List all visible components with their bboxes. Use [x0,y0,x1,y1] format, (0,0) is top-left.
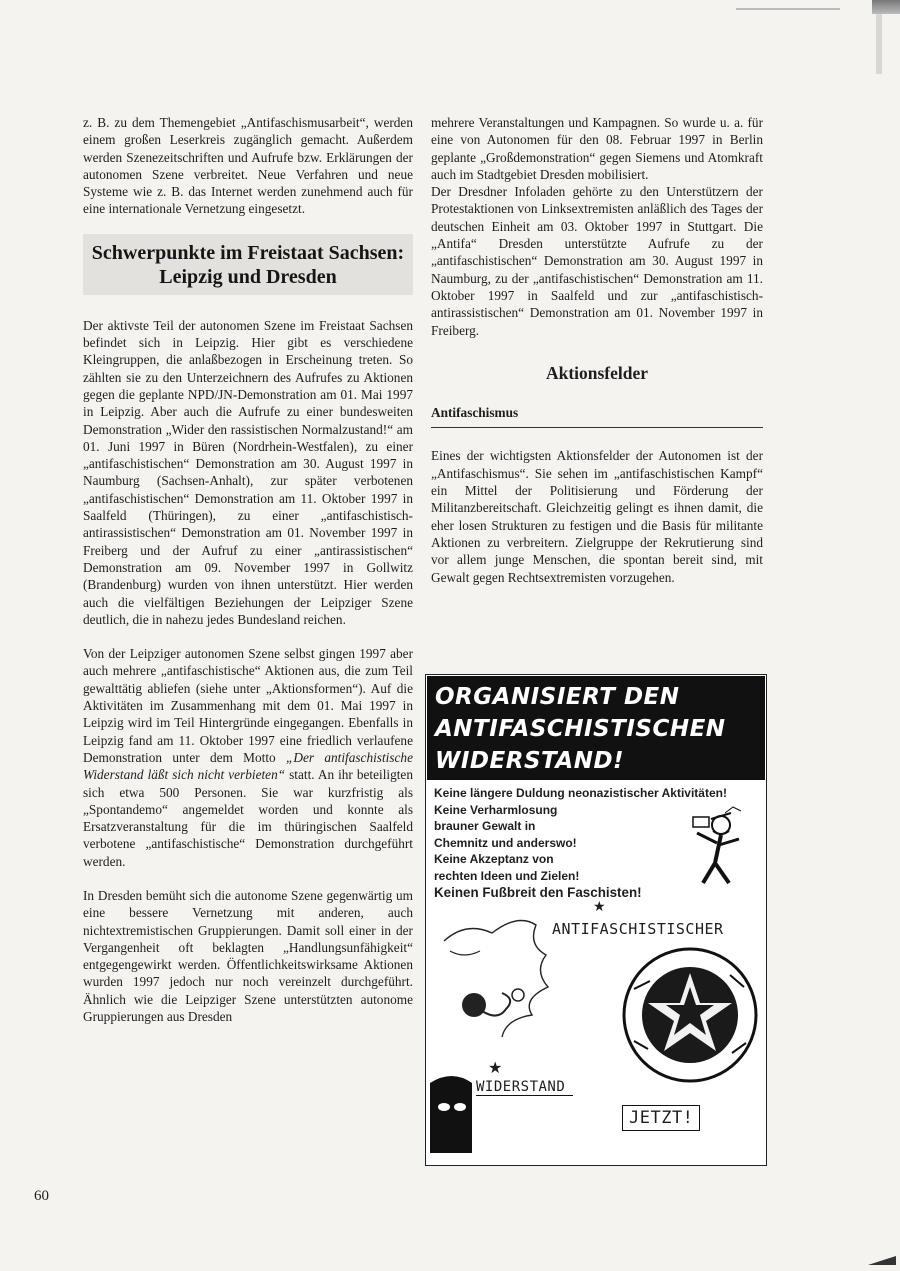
paragraph: Der aktivste Teil der autonomen Szene im Freistaat Sachsen befindet sich in Leipzig. Hier gibt es verschiedene Kleingruppen, die anlaßbezogen in Erscheinung treten. So zählten sie zu den Unterzeichnern des Aufrufes zu Aktionen gegen die geplante NPD/JN-Demonstration am 01. Mai 1997 in Leipzig. Aber auch die Aufrufe zu einer bundesweiten Demonstration „Wider den rassistischen Normalzustand!“ am 01. Juni 1997 in Büren (Nordrhein-Westfalen), zu einer „antifaschistischen“ Demonstration am 30. August 1997 in Naumburg (Sachsen-Anhalt), zur später verbotenen „antifaschistischen“ Demonstration am 11. Oktober 1997 in Saalfeld (Thüringen), zu einer „antifaschistisch-antirassistischen“ Demonstration am 01. November 1997 in Freiberg und der Aufruf zu einer „antirassistischen“ Demonstration am 09. November 1997 in Gollwitz (Brandenburg) wurden von ihnen unterstützt. Hier werden auch die vielfältigen Beziehungen der Leipziger Szene deutlich, die in nahezu jedes Bundesland reichen. [83,317,413,627]
scan-edge [876,14,882,74]
antifa-poster-image [425,674,767,1166]
star-mark-icon: ★ [593,900,606,915]
poster-slogan: Keinen Fußbreit den Faschisten! [434,884,642,900]
subsection-title: Antifaschismus [431,404,763,428]
text-span: statt. An ihr beteiligten sich etwa 500 Personen. Sie war kurzfristig als „Spontandemo“ angemeldet worden und konnte als Ersatzveranstaltung für die im thüringischen Saalfeld verbotene „antifaschistische“ Demonstration durchgeführt werden. [83,767,413,869]
paragraph: z. B. zu dem Themengebiet „Antifaschismusarbeit“, werden einem großen Leserkreis zugänglich gemacht. Außerdem werden Szenezeitschriften und Aufrufe bzw. Erklärungen der autonomen Szene verbreitet. Neue Verfahren und neue Systeme wie z. B. das Internet werden zunehmend auch für eine internationale Vernetzung eingesetzt. [83,115,413,217]
page-number: 60 [34,1188,49,1204]
poster-slogan: Keine Verharmlosung [434,802,558,817]
motto-quote: „Der antifaschistische Widerstand läßt sich nicht verbieten“ [83,749,413,783]
drawn-caption: WIDERSTAND [476,1079,573,1096]
cartoon-figure-icon [681,803,751,887]
right-column [431,114,763,586]
paragraph [83,645,413,870]
top-rule [736,8,840,10]
masked-face-icon [428,1073,474,1153]
scan-mark [868,1256,896,1265]
poster-headline-line: WIDERSTAND! [435,748,625,774]
poster-headline [427,676,765,780]
antifa-badge-icon [620,945,760,1085]
heading-line: Schwerpunkte im Freistaat Sachsen: [91,241,405,264]
drawn-caption: ANTIFASCHISTISCHER [552,920,724,938]
heading-line: Leipzig und Dresden [159,265,337,288]
text-span: Von der Leipziger autonomen Szene selbst gingen 1997 aber auch mehrere „antifaschistische“ Aktionen aus, die zum Teil gewalttätig abliefen (siehe unter „Aktionsformen“). Auf die Aktivitäten im Zusammenhang mit dem 01. Mai 1997 in Leipzig wird im Teil Hintergründe eingegangen. Ebenfalls in Leipzig fand am 11. Oktober 1997 eine friedlich verlaufene Demonstration unter dem Motto [83,646,413,765]
poster-slogan: Keine Akzeptanz von [434,852,554,867]
drawn-caption: JETZT! [622,1105,700,1131]
poster-headline-line: ANTIFASCHISTISCHEN [435,716,726,742]
poster-slogan: Keine längere Duldung neonazistischer Aktivitäten! [434,786,727,800]
left-column [83,114,413,1025]
poster-slogan: brauner Gewalt in [434,819,536,834]
paragraph: Eines der wichtigsten Aktionsfelder der Autonomen ist der „Antifaschismus“. Sie sehen im „antifaschistischen Kampf“ ein Mittel der Politisierung und Förderung der Militanzbereitschaft. Gleichzeitig gelingt es ihnen damit, die eher losen Strukturen zu festigen und die Basis für militante Aktionen zu verbreitern. Zielgruppe der Rekrutierung sind vor allem junge Menschen, die spontan bereit sind, mit Gewalt gegen Rechtsextremisten vorzugehen. [431,448,763,585]
poster-slogan: Chemnitz und anderswo! [434,835,577,850]
paragraph: Der Dresdner Infoladen gehörte zu den Unterstützern der Protestaktionen von Linksextremisten anläßlich des Tages der deutschen Einheit am 03. Oktober 1997 in Stuttgart. Die „Antifa“ Dresden unterstützte Aufrufe zu der „antifaschistischen“ Demonstration am 30. August 1997 in Naumburg, zu der „antifaschistischen“ Demonstration am 11. Oktober 1997 in Saalfeld und zur „antifaschistisch-antirassistischen“ Demonstration am 01. November 1997 in Freiberg. [431,184,763,338]
poster-slogan: rechten Ideen und Zielen! [434,868,580,883]
star-mark-icon: ★ [488,1060,503,1077]
scan-corner-shadow [872,0,900,14]
poster-headline-line: ORGANISIERT DEN [435,684,680,710]
paragraph: mehrere Veranstaltungen und Kampagnen. So wurde u. a. für eine von Autonomen für den 08. Februar 1997 in Berlin geplante „Großdemonstration“ gegen Siemens und Atomkraft auch im Stadtgebiet Dresden mobilisiert. [431,115,763,182]
paragraph: In Dresden bemüht sich die autonome Szene gegenwärtig um eine bessere Vernetzung mit anderen, auch nichtextremistischen Gruppierungen. Damit soll einer in der Vergangenheit oft beklagten „Handlungsunfähigkeit“ entgegengewirkt werden. Öffentlichkeitswirksame Aktionen wurden 1997 jedoch nur noch vereinzelt durchgeführt. Ähnlich wie die Leipziger Szene unterstützten autonome Gruppierungen aus Dresden [83,887,413,1025]
section-heading-box [83,234,413,295]
section-title: Aktionsfelder [545,362,649,383]
